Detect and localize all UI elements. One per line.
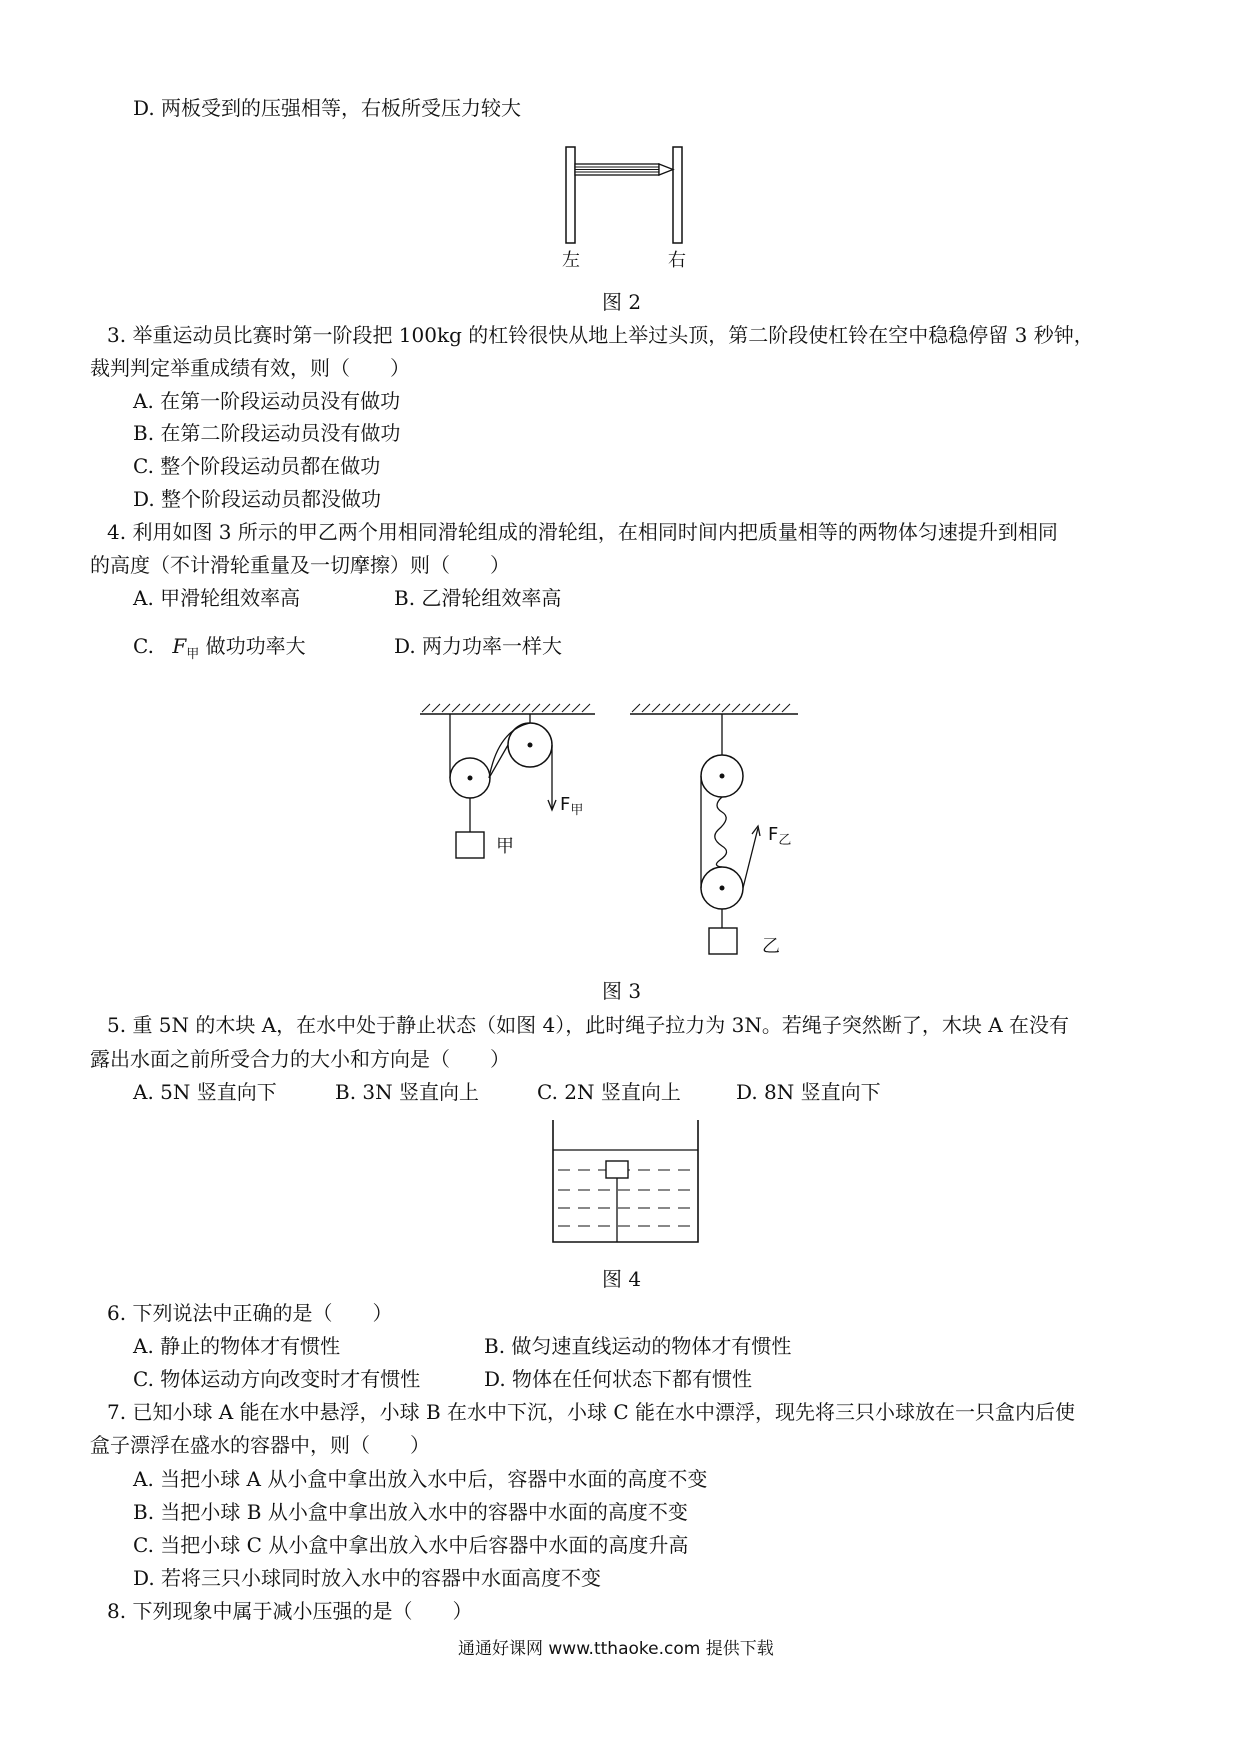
q3-option-b: B. 在第二阶段运动员没有做功	[133, 421, 401, 445]
q5-stem-line1: 5. 重 5N 的木块 A，在水中处于静止状态（如图 4），此时绳子拉力为 3N。若绳子突然断了，木块 A 在没有	[107, 1013, 1070, 1037]
fig2-right-label: 右	[668, 250, 686, 271]
pencil-tip	[659, 164, 673, 175]
q8-stem: 8. 下列现象中属于减小压强的是（ ）	[107, 1599, 473, 1623]
figure-3	[420, 700, 820, 960]
q6-option-d: D. 物体在任何状态下都有惯性	[484, 1367, 753, 1391]
figure-4	[548, 1120, 708, 1250]
q4-option-c-rest: 做功功率大	[199, 634, 306, 658]
load-a	[456, 832, 484, 858]
q4-option-c-sub: 甲	[186, 647, 200, 662]
wood-block-a	[606, 1161, 628, 1178]
right-plate	[673, 147, 682, 243]
load-b	[709, 928, 737, 954]
q6-option-a: A. 静止的物体才有惯性	[133, 1334, 341, 1358]
q3-stem-line1: 3. 举重运动员比赛时第一阶段把 100kg 的杠铃很快从地上举过头顶，第二阶段使杠铃在空中稳稳停留 3 秒钟，	[107, 323, 1094, 347]
q4-option-a: A. 甲滑轮组效率高	[133, 586, 301, 610]
q6-option-b: B. 做匀速直线运动的物体才有惯性	[484, 1334, 792, 1358]
q4-option-c-prefix: C.	[133, 634, 154, 658]
q3-option-c: C. 整个阶段运动员都在做功	[133, 454, 381, 478]
q5-option-a: A. 5N 竖直向下	[133, 1080, 277, 1104]
q4-option-c-force: F	[172, 634, 187, 658]
fig4-caption: 图 4	[602, 1267, 642, 1291]
q2-option-d: D. 两板受到的压强相等，右板所受压力较大	[133, 96, 522, 120]
q7-option-b: B. 当把小球 B 从小盒中拿出放入水中的容器中水面的高度不变	[133, 1500, 688, 1524]
footer-text: 通通好课网 www.tthaoke.com 提供下载	[458, 1639, 774, 1659]
container	[553, 1120, 698, 1242]
fig2-caption: 图 2	[602, 290, 642, 314]
q3-option-a: A. 在第一阶段运动员没有做功	[133, 389, 401, 413]
q7-stem-line2: 盒子漂浮在盛水的容器中，则（ ）	[90, 1433, 430, 1457]
q4-option-d: D. 两力功率一样大	[394, 634, 563, 658]
q5-option-b: B. 3N 竖直向上	[335, 1080, 479, 1104]
figure-2	[560, 140, 760, 280]
left-plate	[566, 147, 575, 243]
fig3-force-b: $F_乙$	[768, 824, 792, 848]
fig3-label-b: 乙	[762, 936, 780, 957]
q4-stem-line2: 的高度（不计滑轮重量及一切摩擦）则（ ）	[90, 553, 510, 577]
q6-stem: 6. 下列说法中正确的是（ ）	[107, 1301, 393, 1325]
q5-stem-line2: 露出水面之前所受合力的大小和方向是（ ）	[90, 1047, 510, 1071]
q7-option-d: D. 若将三只小球同时放入水中的容器中水面高度不变	[133, 1566, 602, 1590]
q7-option-a: A. 当把小球 A 从小盒中拿出放入水中后，容器中水面的高度不变	[133, 1467, 708, 1491]
q7-stem-line1: 7. 已知小球 A 能在水中悬浮，小球 B 在水中下沉，小球 C 能在水中漂浮，现先将三只小球放在一只盒内后使	[107, 1400, 1076, 1424]
q3-stem-line2: 裁判判定举重成绩有效，则（ ）	[90, 356, 410, 380]
fig3-label-a: 甲	[496, 836, 514, 857]
q5-option-d: D. 8N 竖直向下	[736, 1080, 881, 1104]
q4-option-b: B. 乙滑轮组效率高	[394, 586, 562, 610]
q7-option-c: C. 当把小球 C 从小盒中拿出放入水中后容器中水面的高度升高	[133, 1533, 689, 1557]
q4-stem-line1: 4. 利用如图 3 所示的甲乙两个用相同滑轮组成的滑轮组，在相同时间内把质量相等的两物体匀速提升到相同	[107, 520, 1058, 544]
q5-option-c: C. 2N 竖直向上	[537, 1080, 681, 1104]
fig2-left-label: 左	[562, 250, 580, 271]
fig3-force-a: $F_甲$	[560, 794, 584, 818]
ceiling-left	[420, 700, 595, 714]
q3-option-d: D. 整个阶段运动员都没做功	[133, 487, 382, 511]
q4-option-c	[133, 633, 306, 668]
fig3-caption: 图 3	[602, 979, 642, 1003]
q6-option-c: C. 物体运动方向改变时才有惯性	[133, 1367, 421, 1391]
ceiling-right	[630, 704, 798, 714]
